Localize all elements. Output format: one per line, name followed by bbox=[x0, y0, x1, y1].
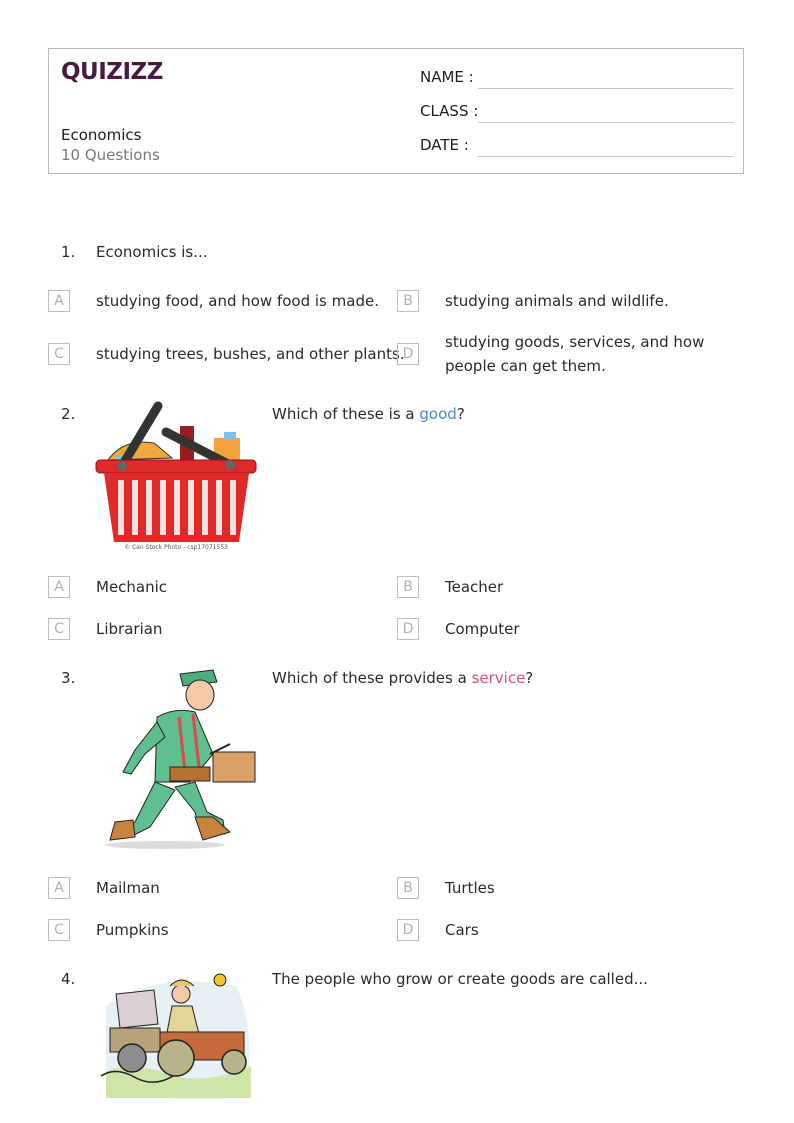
option-b-text: studying animals and wildlife. bbox=[445, 292, 669, 310]
option-c-box[interactable]: C bbox=[48, 343, 70, 365]
option-d-box[interactable]: D bbox=[397, 618, 419, 640]
option-c-text: Pumpkins bbox=[96, 921, 169, 939]
option-b-box[interactable]: B bbox=[397, 877, 419, 899]
svg-text:© Can Stock Photo - csp1707155: © Can Stock Photo - csp17071553 bbox=[124, 544, 228, 551]
option-d-text: studying goods, services, and how people can get them. bbox=[445, 333, 705, 375]
name-label: NAME : bbox=[420, 68, 474, 86]
date-line[interactable] bbox=[478, 156, 734, 157]
date-label: DATE : bbox=[420, 136, 469, 154]
handyman-image bbox=[95, 662, 260, 852]
question-text: Which of these is a good? bbox=[272, 405, 465, 423]
highlight-service: service bbox=[471, 669, 526, 687]
question-number: 3. bbox=[61, 669, 76, 687]
class-label: CLASS : bbox=[420, 102, 479, 120]
question-count: 10 Questions bbox=[61, 146, 160, 164]
class-line[interactable] bbox=[478, 122, 734, 123]
option-b-box[interactable]: B bbox=[397, 576, 419, 598]
option-d-text: Cars bbox=[445, 921, 479, 939]
option-a-box[interactable]: A bbox=[48, 877, 70, 899]
option-c-box[interactable]: C bbox=[48, 618, 70, 640]
name-line[interactable] bbox=[478, 88, 734, 89]
option-b-text: Turtles bbox=[445, 879, 495, 897]
option-b-box[interactable]: B bbox=[397, 290, 419, 312]
question-text: Economics is... bbox=[96, 243, 208, 261]
option-a-box[interactable]: A bbox=[48, 576, 70, 598]
option-a-text: Mechanic bbox=[96, 578, 168, 596]
worksheet-header bbox=[48, 48, 744, 174]
shopping-basket-image bbox=[94, 398, 259, 553]
name-field[interactable] bbox=[420, 68, 734, 90]
highlight-good: good bbox=[419, 405, 457, 423]
question-text: Which of these provides a service? bbox=[272, 669, 534, 687]
date-field[interactable] bbox=[420, 136, 734, 158]
quizizz-logo: QUIZIZZ bbox=[61, 59, 163, 85]
question-number: 1. bbox=[61, 243, 76, 261]
option-c-text: Librarian bbox=[96, 620, 163, 638]
class-field[interactable] bbox=[420, 102, 734, 124]
option-c-box[interactable]: C bbox=[48, 919, 70, 941]
worksheet-title: Economics bbox=[61, 126, 142, 144]
option-d-text: Computer bbox=[445, 620, 520, 638]
option-a-text: studying food, and how food is made. bbox=[96, 292, 379, 310]
question-number: 4. bbox=[61, 970, 76, 988]
question-number: 2. bbox=[61, 405, 76, 423]
option-c-text: studying trees, bushes, and other plants. bbox=[96, 345, 405, 363]
option-d-box[interactable]: D bbox=[397, 343, 419, 365]
farmer-tractor-image bbox=[96, 966, 258, 1106]
option-a-text: Mailman bbox=[96, 879, 160, 897]
option-a-box[interactable]: A bbox=[48, 290, 70, 312]
option-b-text: Teacher bbox=[445, 578, 504, 596]
option-d-box[interactable]: D bbox=[397, 919, 419, 941]
question-text: The people who grow or create goods are called... bbox=[272, 970, 648, 988]
